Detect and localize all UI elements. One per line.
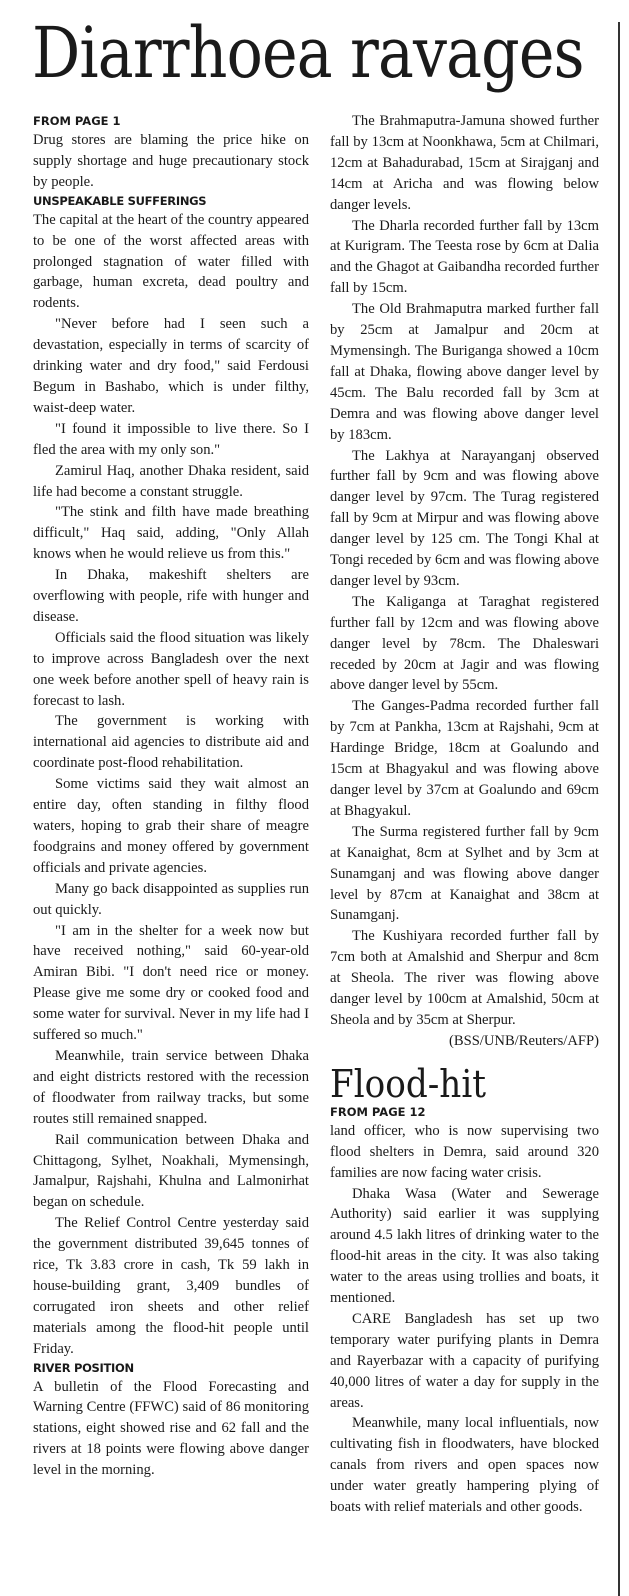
- left-column: [33, 113, 309, 1481]
- kicker: FROM PAGE 1: [33, 114, 121, 128]
- headline: Diarrhoea ravages: [32, 12, 584, 94]
- paragraph: Many go back disappointed as supplies run out quickly.: [33, 880, 309, 918]
- right-column: [330, 111, 599, 1518]
- paragraph: "The stink and filth have made breathing difficult," Haq said, adding, "Only Allah knows when he would relieve us from this.": [33, 504, 309, 563]
- paragraph: The Surma registered further fall by 9cm at Kanaighat, 8cm at Sylhet and by 3cm at Sunamganj and was flowing above danger level by 87cm at Kanaighat and 38cm at Sunamganj.: [330, 823, 599, 924]
- paragraph: Officials said the flood situation was likely to improve across Bangladesh over the next one week before another spell of heavy rain is forecast to lash.: [33, 629, 309, 709]
- paragraph: The Old Brahmaputra marked further fall by 25cm at Jamalpur and 20cm at Mymensingh. The Buriganga showed a 10cm fall at Dhaka, flowing above danger level by 45cm. The Balu recorded fall by 3cm at Demra and was flowing above danger level by 183cm.: [330, 301, 599, 443]
- subhead: UNSPEAKABLE SUFFERINGS: [33, 193, 207, 208]
- paragraph: Some victims said they wait almost an entire day, often standing in filthy flood waters, hoping to grab their share of meagre foodgrains and money offered by government officials and private agencies.: [33, 776, 309, 876]
- paragraph: Dhaka Wasa (Water and Sewerage Authority) said earlier it was supplying around 4.5 lakh litres of drinking water to the flood-hit areas in the city. It was also taking water to the areas using trollies and boats, it mentioned.: [330, 1185, 599, 1307]
- paragraph: Drug stores are blaming the price hike on supply shortage and huge precautionary stock by people.: [33, 132, 309, 190]
- paragraph: Rail communication between Dhaka and Chittagong, Sylhet, Noakhali, Mymensingh, Jamalpur, Rajshahi, Khulna and Lalmonirhat began on schedule.: [33, 1131, 309, 1211]
- paragraph: In Dhaka, makeshift shelters are overflowing with people, rife with hunger and disease.: [33, 567, 309, 625]
- paragraph: "Never before had I seen such a devastation, especially in terms of scarcity of drinking water and dry food," said Ferdousi Begum in Bashabo, which is under filthy, waist-deep water.: [33, 316, 309, 416]
- paragraph: The Dharla recorded further fall by 13cm at Kurigram. The Teesta rose by 6cm at Dalia and the Ghagot at Gaibandha recorded further fall by 15cm.: [330, 217, 599, 297]
- paragraph: land officer, who is now supervising two flood shelters in Demra, said around 320 families are now facing water crisis.: [330, 1122, 599, 1181]
- secondary-headline: Flood-hit: [330, 1061, 487, 1106]
- credit-line: (BSS/UNB/Reuters/AFP): [448, 1032, 599, 1049]
- paragraph: The capital at the heart of the country appeared to be one of the worst affected areas with prolonged stagnation of water filled with garbage, human excreta, dead poultry and rodents.: [33, 211, 309, 312]
- paragraph: The Ganges-Padma recorded further fall by 7cm at Pankha, 13cm at Rajshahi, 9cm at Hardinge Bridge, 18cm at Goalundo and 15cm at Bhagyakul and was flowing above danger level by 37cm at Goalundo and 69cm at Bhagyakul.: [330, 698, 599, 819]
- paragraph: The Lakhya at Narayanganj observed further fall by 9cm and was flowing above danger level by 97cm. The Turag registered fall by 9cm at Mirpur and was flowing above danger level by 125 cm. The Tongi Khal at Tongi receded by 6cm and was flowing above danger level by 93cm.: [330, 447, 599, 589]
- subhead: RIVER POSITION: [33, 1360, 134, 1375]
- paragraph: "I found it impossible to live there. So I fled the area with my only son.": [33, 420, 309, 458]
- paragraph: The Relief Control Centre yesterday said the government distributed 39,645 tonnes of rice, Tk 3.83 crore in cash, Tk 59 lakh in house-building grant, 3,409 bundles of corrugated iron sheets and other relief materials among the flood-hit people until Friday.: [33, 1215, 309, 1357]
- paragraph: The Kushiyara recorded further fall by 7cm both at Amalshid and Sherpur and 8cm at Sheola. The river was flowing above danger level by 100cm at Amalshid, 50cm at Sheola and by 35cm at Sherpur.: [330, 928, 599, 1028]
- paragraph: The Brahmaputra-Jamuna showed further fall by 13cm at Noonkhawa, 5cm at Chilmari, 12cm at Bahadurabad, 15cm at Sirajganj and 14cm at Aricha and was flowing below danger levels.: [330, 113, 599, 213]
- paragraph: Meanwhile, many local influentials, now cultivating fish in floodwaters, have blocked canals from rivers and open spaces now under water greatly hampering plying of boats with relief materials and other goods.: [330, 1415, 599, 1516]
- paragraph: The Kaliganga at Taraghat registered further fall by 12cm and was flowing above danger level by 78cm. The Dhaleswari receded by 20cm at Jagir and was flowing above danger level by 55cm.: [330, 593, 599, 694]
- paragraph: "I am in the shelter for a week now but have received nothing," said 60-year-old Amiran Bibi. "I don't need rice or money. Please give me some dry or cooked food and some water for survival. Never in my life had I suffered so much.": [33, 922, 309, 1044]
- paragraph: The government is working with international aid agencies to distribute aid and coordinate post-flood rehabilitation.: [33, 713, 309, 772]
- column-rule: [618, 22, 620, 1596]
- paragraph: CARE Bangladesh has set up two temporary water purifying plants in Demra and Rayerbazar with a capacity of purifying 40,000 litres of water a day for supply in the areas.: [330, 1310, 599, 1411]
- paragraph: A bulletin of the Flood Forecasting and Warning Centre (FFWC) said of 86 monitoring stations, eight showed rise and 62 fall and the rivers at 18 points were flowing above danger level in the morning.: [33, 1378, 309, 1479]
- paragraph: Zamirul Haq, another Dhaka resident, said life had become a constant struggle.: [33, 462, 309, 500]
- paragraph: Meanwhile, train service between Dhaka and eight districts restored with the recession of floodwater from railway tracks, but some routes still remained snapped.: [33, 1047, 309, 1127]
- kicker: FROM PAGE 12: [330, 1104, 426, 1119]
